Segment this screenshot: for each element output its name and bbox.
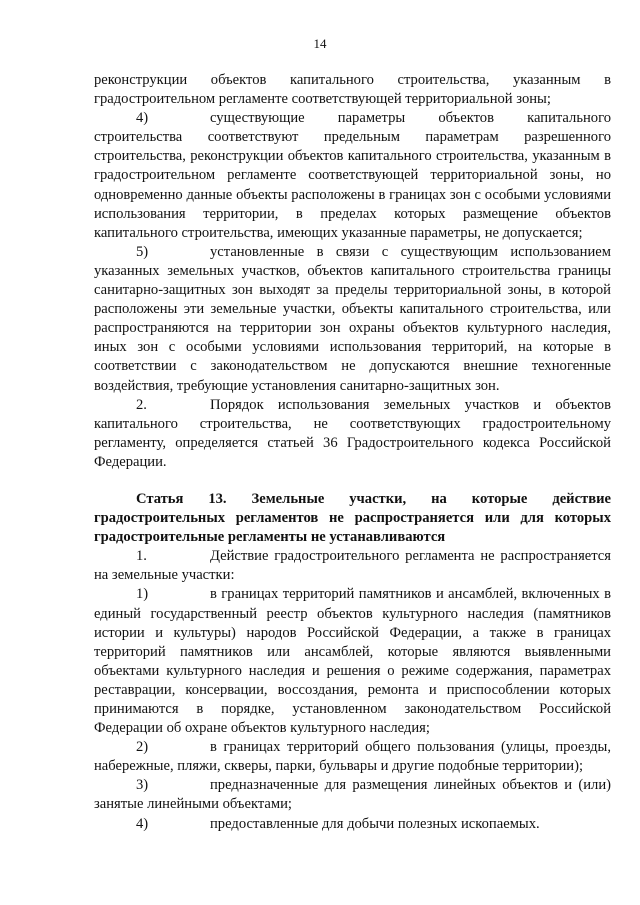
list-item-text: предназначенные для размещения линейных объектов и (или) занятые линейными объектами; — [94, 777, 611, 813]
document-body — [94, 71, 611, 834]
list-item — [94, 815, 611, 834]
paragraph-number: 1. — [136, 548, 147, 565]
continuation-paragraph: реконструкции объектов капитального строительства, указанным в градостроительном регламенте соответствующей территориальной зоны; — [94, 72, 611, 108]
list-item-number: 3) — [136, 777, 149, 794]
list-item-number: 4) — [136, 110, 149, 127]
numbered-paragraph — [94, 396, 611, 472]
list-item-text: установленные в связи с существующим использованием указанных земельных участков, объектов капитального строительства границы санитарно-защитных зон выходят за пределы территориальной зоны, в которой расположены эти земельные участки, объекты капитального строительства, или распространяются на территории зон охраны объектов культурного наследия, иных зон с особыми условиями использования территорий, на которые в соответствии с законодательством не допускаются внешние техногенные воздействия, требующие установления санитарно-защитных зон. — [94, 243, 611, 394]
numbered-paragraph — [94, 547, 611, 585]
list-item — [94, 738, 611, 776]
page-number: 14 — [313, 36, 327, 51]
list-item — [94, 243, 611, 396]
list-item-number: 2) — [136, 739, 149, 756]
paragraph-number: 2. — [136, 396, 147, 413]
paragraph-text: Действие градостроительного регламента не распространяется на земельные участки: — [94, 548, 611, 584]
list-item-number: 5) — [136, 243, 149, 260]
list-item — [94, 109, 611, 243]
list-item-text: предоставленные для добычи полезных ископаемых. — [210, 815, 540, 832]
list-item-number: 4) — [136, 815, 149, 832]
list-item-text: существующие параметры объектов капитального строительства соответствуют предельным параметрам разрешенного строительства, реконструкции объектов капитального строительства, указанным в градостроительном регламенте соответствующей территориальной зоны, но одновременно данные объекты расположены в границах зон с особыми условиями использования территории, в пределах которых размещение объектов капитального строительства, имеющих указанные параметры, не допускается; — [94, 110, 611, 241]
list-item — [94, 585, 611, 738]
list-item-number: 1) — [136, 586, 149, 603]
list-item — [94, 776, 611, 814]
list-item-text: в границах территорий памятников и ансамблей, включенных в единый государственный реестр объектов культурного наследия (памятников истории и культуры) народов Российской Федерации, а также в границах территорий памятников или ансамблей, которые являются выявленными объектами культурного наследия и решения о режиме содержания, параметрах реставрации, консервации, воссоздания, ремонта и приспособлении которых принимаются в порядке, установленном законодательством Российской Федерации об охране объектов культурного наследия; — [94, 586, 611, 737]
paragraph-text: Порядок использования земельных участков и объектов капитального строительства, не соответствующих градостроительному регламенту, определяется статьей 36 Градостроительного кодекса Российской Федерации. — [94, 396, 611, 470]
article-heading: Статья 13. Земельные участки, на которые действие градостроительных регламентов не распространяется или для которых градостроительные регламенты не устанавливаются — [94, 490, 611, 546]
list-item-text: в границах территорий общего пользования (улицы, проезды, набережные, пляжи, скверы, парки, бульвары и другие подобные территории); — [94, 739, 611, 775]
